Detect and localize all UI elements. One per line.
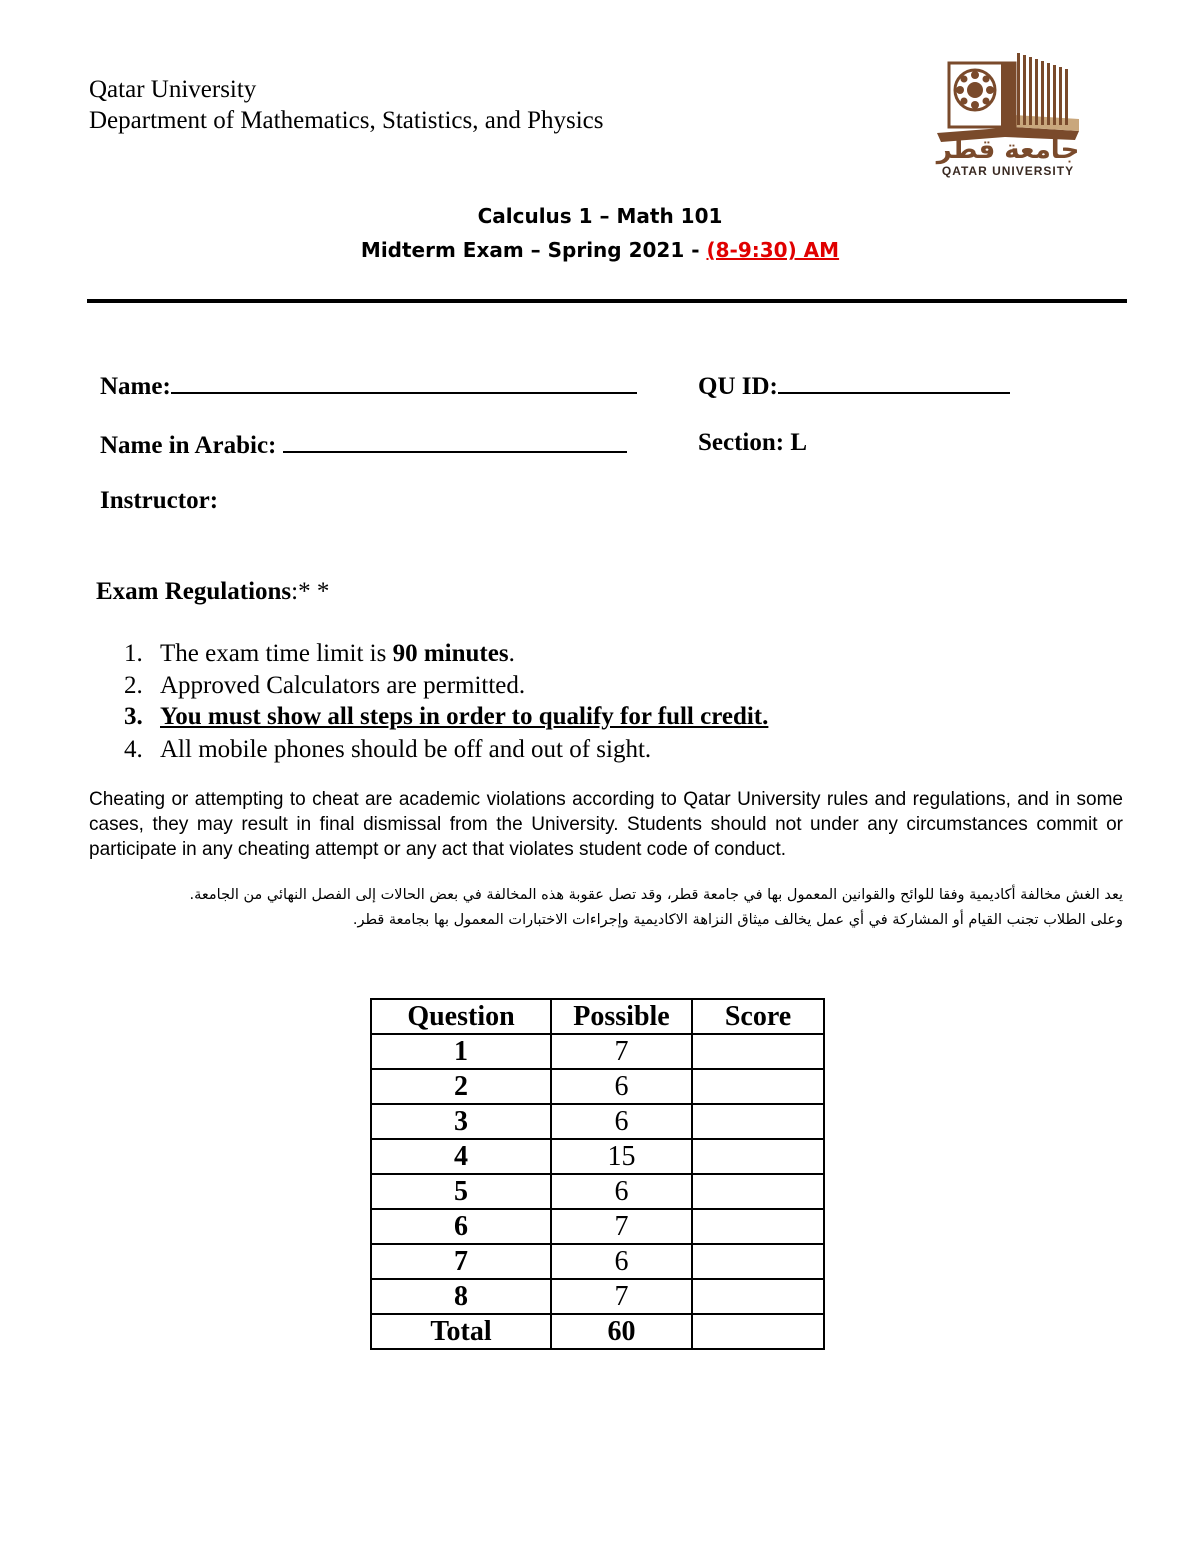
exam-title [0, 238, 1200, 262]
regulation-number: 4. [124, 736, 143, 763]
regulations-heading-text: Exam Regulations [96, 578, 292, 605]
score-cell[interactable] [692, 1174, 824, 1209]
column-header: Question [371, 999, 551, 1034]
score-cell[interactable] [692, 1279, 824, 1314]
total-label: Total [371, 1314, 551, 1349]
regulation-bold-text: 90 minutes [392, 640, 509, 667]
regulation-number: 2. [124, 672, 143, 699]
table-row [371, 1034, 824, 1069]
possible-cell: 7 [551, 1034, 692, 1069]
cheating-notice-arabic [89, 883, 1123, 933]
arabic-notice-line-2: وعلى الطلاب تجنب القيام أو المشاركة في أي عمل يخالف ميثاق النزاهة الاكاديمية وإجراءات الاختبارات المعمول بها بجامعة قطر. [352, 912, 1123, 928]
score-table [370, 998, 825, 1350]
regulation-item [124, 670, 525, 702]
exam-time: (8-9:30) AM [706, 238, 840, 262]
arabic-notice-line-1: يعد الغش مخالفة أكاديمية وفقا للوائح والقوانين المعمول بها في جامعة قطر، وقد تصل عقوبة هذه المخالفة في بعض الحالات إلى الفصل النهائي من الجامعة. [189, 887, 1123, 903]
question-cell: 5 [371, 1174, 551, 1209]
instructor-field: Instructor: [100, 487, 219, 514]
regulations-heading-suffix: :* * [291, 578, 330, 605]
question-cell: 4 [371, 1139, 551, 1174]
regulation-text: You must show all steps in order to qualify for full credit. [160, 703, 769, 730]
regulation-number: 1. [124, 640, 143, 667]
score-cell[interactable] [692, 1139, 824, 1174]
logo-building-bars [1017, 53, 1068, 125]
logo-english-text: QATAR UNIVERSITY [941, 164, 1075, 178]
score-cell[interactable] [692, 1244, 824, 1279]
arabic-name-blank[interactable] [283, 427, 627, 453]
regulation-item [124, 638, 515, 670]
possible-cell: 6 [551, 1104, 692, 1139]
regulation-number: 3. [124, 703, 143, 730]
arabic-name-field[interactable] [100, 427, 627, 462]
score-cell[interactable] [692, 1104, 824, 1139]
regulation-item [124, 701, 768, 733]
possible-cell: 7 [551, 1279, 692, 1314]
exam-title-prefix: Midterm Exam – Spring 2021 - [360, 238, 707, 262]
regulation-text: Approved Calculators are permitted. [160, 672, 526, 699]
table-row [371, 1139, 824, 1174]
logo-arabic-text: جامعة قطر [936, 135, 1080, 165]
arabic-name-label: Name in Arabic: [100, 432, 283, 459]
total-row [371, 1314, 824, 1349]
total-score-cell[interactable] [692, 1314, 824, 1349]
regulation-item [124, 734, 651, 766]
table-header-row [371, 999, 824, 1034]
column-header: Score [692, 999, 824, 1034]
regulation-text: The exam time limit is [160, 640, 393, 667]
table-row [371, 1174, 824, 1209]
section-field: Section: L [698, 429, 808, 456]
qu-id-label: QU ID: [698, 373, 778, 400]
department-name: Department of Mathematics, Statistics, and Physics [89, 107, 604, 134]
question-cell: 3 [371, 1104, 551, 1139]
table-row [371, 1279, 824, 1314]
question-cell: 8 [371, 1279, 551, 1314]
column-header: Possible [551, 999, 692, 1034]
qu-id-field[interactable] [698, 368, 1010, 403]
possible-cell: 6 [551, 1069, 692, 1104]
question-cell: 1 [371, 1034, 551, 1069]
course-title: Calculus 1 – Math 101 [477, 204, 723, 228]
score-cell[interactable] [692, 1209, 824, 1244]
name-field[interactable] [100, 368, 637, 403]
university-name: Qatar University [89, 76, 257, 103]
table-row [371, 1244, 824, 1279]
name-blank[interactable] [171, 368, 637, 394]
question-cell: 2 [371, 1069, 551, 1104]
possible-cell: 7 [551, 1209, 692, 1244]
table-row [371, 1209, 824, 1244]
possible-cell: 15 [551, 1139, 692, 1174]
cheating-notice-english: Cheating or attempting to cheat are academic violations according to Qatar University rules and regulations, and in some cases, they may result in final dismissal from the University. Students should not under any circumstances commit or participate in any cheating attempt or any act that violates student code of conduct. [89, 789, 1123, 860]
header-divider [87, 299, 1127, 303]
regulation-text-end: . [508, 640, 515, 667]
logo-ornament [955, 70, 995, 110]
regulation-text: All mobile phones should be off and out of sight. [160, 736, 652, 763]
table-row [371, 1104, 824, 1139]
qu-id-blank[interactable] [778, 368, 1010, 394]
table-row [371, 1069, 824, 1104]
total-possible: 60 [551, 1314, 692, 1349]
question-cell: 7 [371, 1244, 551, 1279]
possible-cell: 6 [551, 1244, 692, 1279]
score-cell[interactable] [692, 1069, 824, 1104]
question-cell: 6 [371, 1209, 551, 1244]
score-cell[interactable] [692, 1034, 824, 1069]
possible-cell: 6 [551, 1174, 692, 1209]
regulations-heading [96, 576, 329, 608]
name-label: Name: [100, 373, 171, 400]
